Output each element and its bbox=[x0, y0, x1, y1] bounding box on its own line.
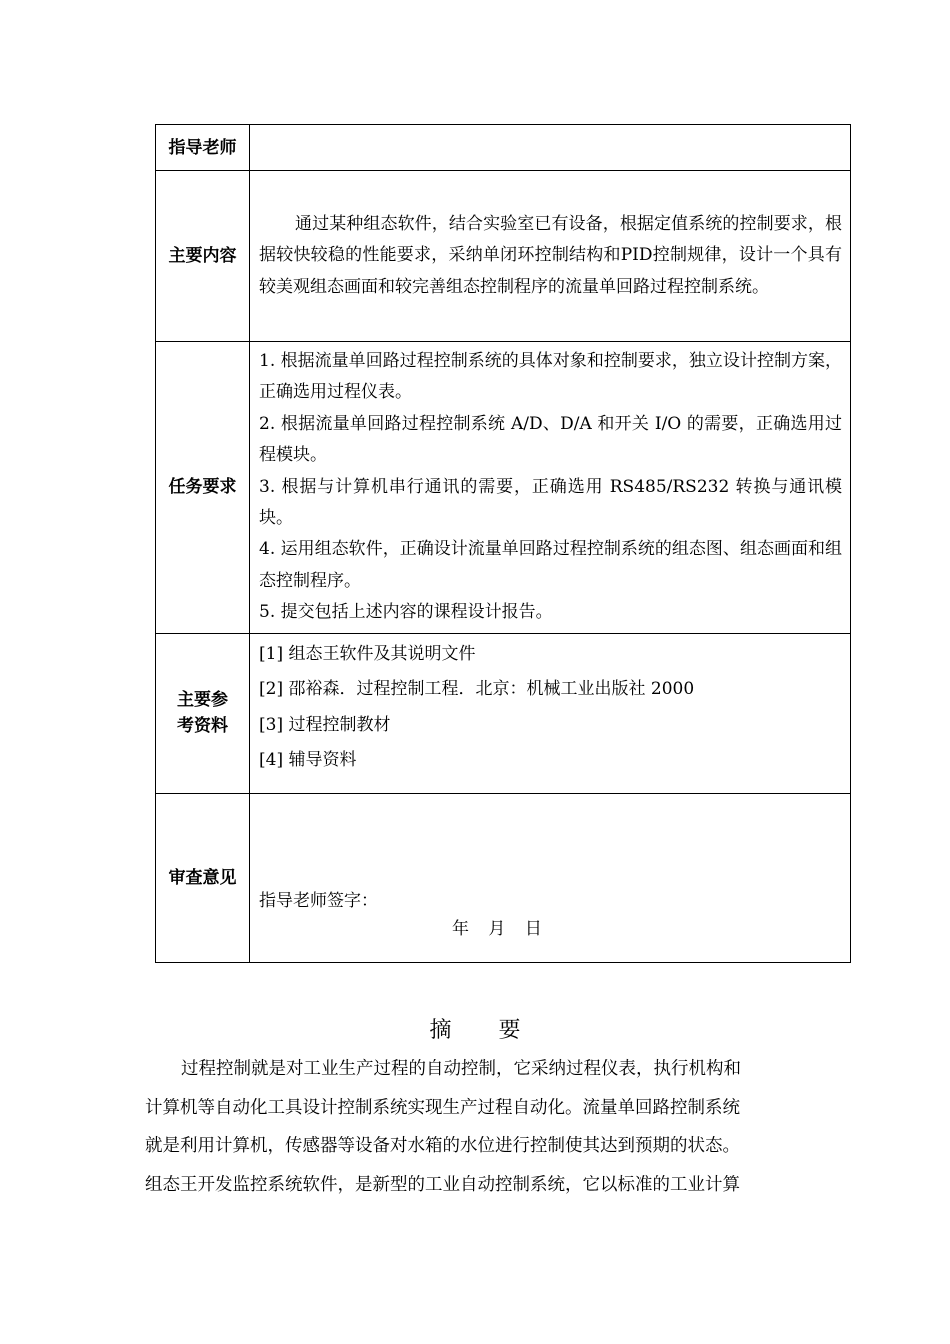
task-item-1: 1. 根据流量单回路过程控制系统的具体对象和控制要求，独立设计控制方案，正确选用过程仪表。 bbox=[259, 351, 842, 403]
ref-item-4: [4] 辅导资料 bbox=[259, 750, 357, 771]
row-tasks bbox=[156, 342, 851, 634]
abstract-line-3: 就是利用计算机，传感器等设备对水箱的水位进行控制使其达到预期的状态。 bbox=[145, 1136, 740, 1156]
ref-item-2: [2] 邵裕森．过程控制工程．北京：机械工业出版社 2000 bbox=[259, 679, 695, 700]
abstract-line-2: 计算机等自动化工具设计控制系统实现生产过程自动化。流量单回路控制系统 bbox=[145, 1097, 740, 1118]
content-label: 主要内容 bbox=[156, 171, 250, 342]
abstract-title: 摘 要 bbox=[429, 1018, 541, 1043]
content-text: 通过某种组态软件，结合实验室已有设备，根据定值系统的控制要求，根据较快较稳的性能要求，采纳单闭环控制结构和PID控制规律，设计一个具有较美观组态画面和较完善组态控制程序的流量单回路过程控制系统。 bbox=[259, 213, 842, 297]
row-review bbox=[156, 793, 851, 962]
refs-label bbox=[156, 633, 250, 793]
ref-item-3: [3] 过程控制教材 bbox=[259, 714, 391, 735]
date-year: 年 bbox=[452, 918, 469, 939]
review-date bbox=[452, 914, 556, 939]
review-label: 审查意见 bbox=[156, 793, 250, 962]
abstract-line-4: 组态王开发监控系统软件，是新型的工业自动控制系统，它以标准的工业计算 bbox=[145, 1174, 740, 1195]
date-day: 日 bbox=[524, 918, 542, 939]
refs-cell bbox=[250, 633, 851, 793]
content-cell bbox=[250, 171, 851, 342]
task-item-2: 2. 根据流量单回路过程控制系统 A/D、D/A 和开关 I/O 的需要，正确选用过程模块。 bbox=[259, 413, 842, 466]
review-cell bbox=[250, 793, 851, 962]
date-month: 月 bbox=[488, 918, 506, 939]
refs-label-line1: 主要参 bbox=[177, 690, 228, 711]
task-item-3: 3. 根据与计算机串行通讯的需要，正确选用 RS485/RS232 转换与通讯模块。 bbox=[259, 476, 842, 529]
row-main-content bbox=[156, 171, 851, 342]
row-advisor bbox=[156, 125, 851, 171]
task-item-5: 5. 提交包括上述内容的课程设计报告。 bbox=[259, 602, 553, 623]
row-references bbox=[156, 633, 851, 793]
task-item-4: 4. 运用组态软件，正确设计流量单回路过程控制系统的组态图、组态画面和组态控制程序。 bbox=[259, 539, 842, 591]
abstract-body bbox=[145, 1050, 807, 1204]
design-task-form bbox=[155, 124, 851, 963]
advisor-value bbox=[250, 125, 851, 171]
ref-item-1: [1] 组态王软件及其说明文件 bbox=[259, 643, 476, 664]
abstract-line-1: 过程控制就是对工业生产过程的自动控制，它采纳过程仪表，执行机构和 bbox=[181, 1059, 741, 1079]
refs-label-line2: 考资料 bbox=[177, 716, 228, 737]
advisor-label: 指导老师 bbox=[156, 125, 250, 171]
tasks-cell bbox=[250, 342, 851, 634]
task-label: 任务要求 bbox=[156, 342, 250, 634]
advisor-signature-label: 指导老师签字： bbox=[259, 890, 378, 911]
